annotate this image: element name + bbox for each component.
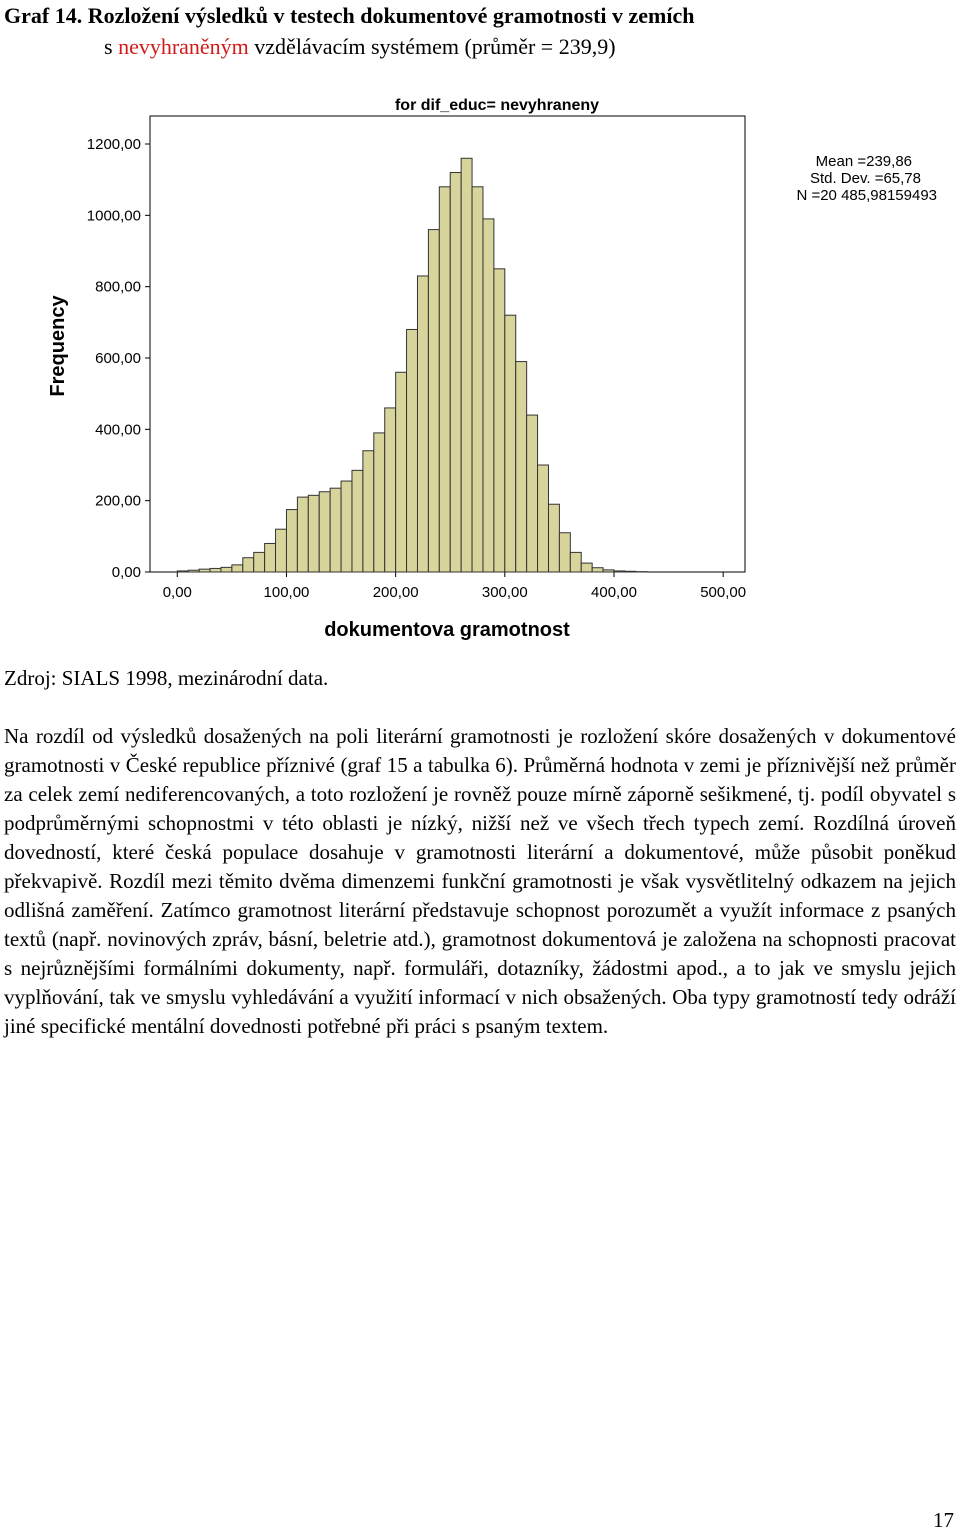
histogram-bar	[188, 570, 199, 572]
stats-std: Std. Dev. =65,78	[809, 170, 921, 187]
histogram-bar	[570, 552, 581, 572]
histogram-bar	[385, 408, 396, 572]
histogram-bar	[210, 568, 221, 572]
x-tick-label: 100,00	[263, 584, 310, 601]
histogram-bar	[363, 451, 374, 572]
x-tick-label: 200,00	[372, 584, 419, 601]
histogram-bar	[341, 481, 352, 572]
histogram-bar	[428, 230, 439, 572]
histogram-bar	[199, 569, 210, 572]
heading-prefix: s	[104, 34, 119, 59]
source-note: Zdroj: SIALS 1998, mezinárodní data.	[4, 666, 329, 690]
histogram-bar	[330, 488, 341, 572]
histogram-bar	[548, 504, 559, 572]
page-number: 17	[933, 1508, 954, 1532]
histogram-bar	[527, 415, 538, 572]
x-tick-label: 300,00	[481, 584, 528, 601]
histogram-bar	[505, 315, 516, 572]
histogram-bar	[319, 492, 330, 572]
histogram-bar	[232, 565, 243, 572]
stats-mean: Mean =239,86	[815, 153, 912, 170]
x-tick-label: 400,00	[591, 584, 637, 601]
heading-highlight: nevyhraněným	[118, 34, 249, 59]
y-axis	[87, 136, 150, 581]
histogram-bar	[603, 570, 614, 572]
x-axis	[163, 572, 746, 601]
histogram-bar	[625, 571, 636, 572]
stats-n: N =20 485,98159493	[796, 187, 937, 204]
histogram-bar	[177, 571, 188, 572]
histogram-bar	[352, 470, 363, 572]
stats-legend	[796, 153, 937, 204]
histogram-bar	[494, 269, 505, 572]
histogram-bar	[417, 276, 428, 572]
histogram-bar	[461, 158, 472, 572]
y-tick-label: 200,00	[95, 492, 141, 510]
histogram-bar	[407, 329, 418, 572]
histogram-bar	[472, 187, 483, 572]
x-tick-label: 500,00	[700, 584, 747, 601]
histogram-bar	[516, 362, 527, 572]
x-axis-label: dokumentova gramotnost	[324, 619, 570, 641]
y-tick-label: 600,00	[95, 350, 141, 367]
histogram-bar	[614, 571, 625, 572]
y-tick-label: 0,00	[111, 564, 141, 581]
x-tick-label: 0,00	[162, 584, 192, 601]
figure-heading	[4, 0, 954, 62]
histogram-bar	[254, 552, 265, 572]
histogram-bar	[439, 187, 450, 572]
histogram-bar	[243, 558, 254, 572]
histogram-bar	[538, 465, 549, 572]
histogram-bar	[276, 529, 287, 572]
histogram-chart	[0, 88, 960, 648]
histogram-bar	[221, 567, 232, 572]
body-paragraph: Na rozdíl od výsledků dosažených na poli literární gramotnosti je rozložení skóre dosažených v dokumentové gramotnosti v České republice příznivé (graf 15 a tabulka 6). Průměrná hodnota v zemi je příznivější než průměr za celek zemí nediferencovaných, a toto rozložení je rovněž pouze mírně záporně sešikmené, tj. podíl obyvatel s podprůměrnými schopnostmi v této oblasti je nízký, nižší než ve všech třech typech zemí. Rozdílná úroveň dovedností, které česká populace dosahuje v gramotnosti literární a dokumentové, může působit poněkud překvapivě. Rozdíl mezi těmito dvěma dimenzemi funkční gramotnosti je však vysvětlitelný odkazem na jejich odlišná zaměření. Zatímco gramotnost literární představuje schopnost porozumět a využít informace z psaných textů (např. novinových zpráv, básní, beletrie atd.), gramotnost dokumentová je založena na schopnosti pracovat s nejrůznějšími formálními dokumenty, např. formuláři, dotazníky, žádostmi apod., a to jak ve smyslu jejich vyplňování, tak ve smyslu vyhledávání a využití informací v nich obsažených. Oba typy gramotností tedy odráží jiné specifické mentální dovednosti potřebné při práci s psaným textem.	[4, 724, 956, 1038]
y-tick-label: 800,00	[95, 278, 141, 296]
y-tick-label: 1200,00	[86, 136, 141, 153]
histogram-bar	[450, 173, 461, 572]
figure-heading-line2	[4, 31, 954, 62]
histogram-bar	[592, 568, 603, 572]
figure-heading-line1: Graf 14. Rozložení výsledků v testech dokumentové gramotnosti v zemích	[4, 3, 695, 28]
histogram-bar	[286, 510, 297, 572]
histogram-bar	[265, 543, 276, 572]
y-tick-label: 1000,00	[86, 207, 141, 225]
histogram-bar	[483, 219, 494, 572]
histogram-bar	[581, 563, 592, 572]
y-axis-label: Frequency	[47, 295, 69, 397]
y-tick-label: 400,00	[95, 421, 141, 439]
histogram-bar	[559, 533, 570, 572]
heading-rest: vzdělávacím systémem (průměr = 239,9)	[248, 34, 616, 59]
histogram-bar	[297, 497, 308, 572]
histogram-bar	[396, 372, 407, 572]
histogram-bar	[374, 433, 385, 572]
chart-title: for dif_educ= nevyhraneny	[394, 97, 600, 114]
histogram-bar	[308, 495, 319, 572]
